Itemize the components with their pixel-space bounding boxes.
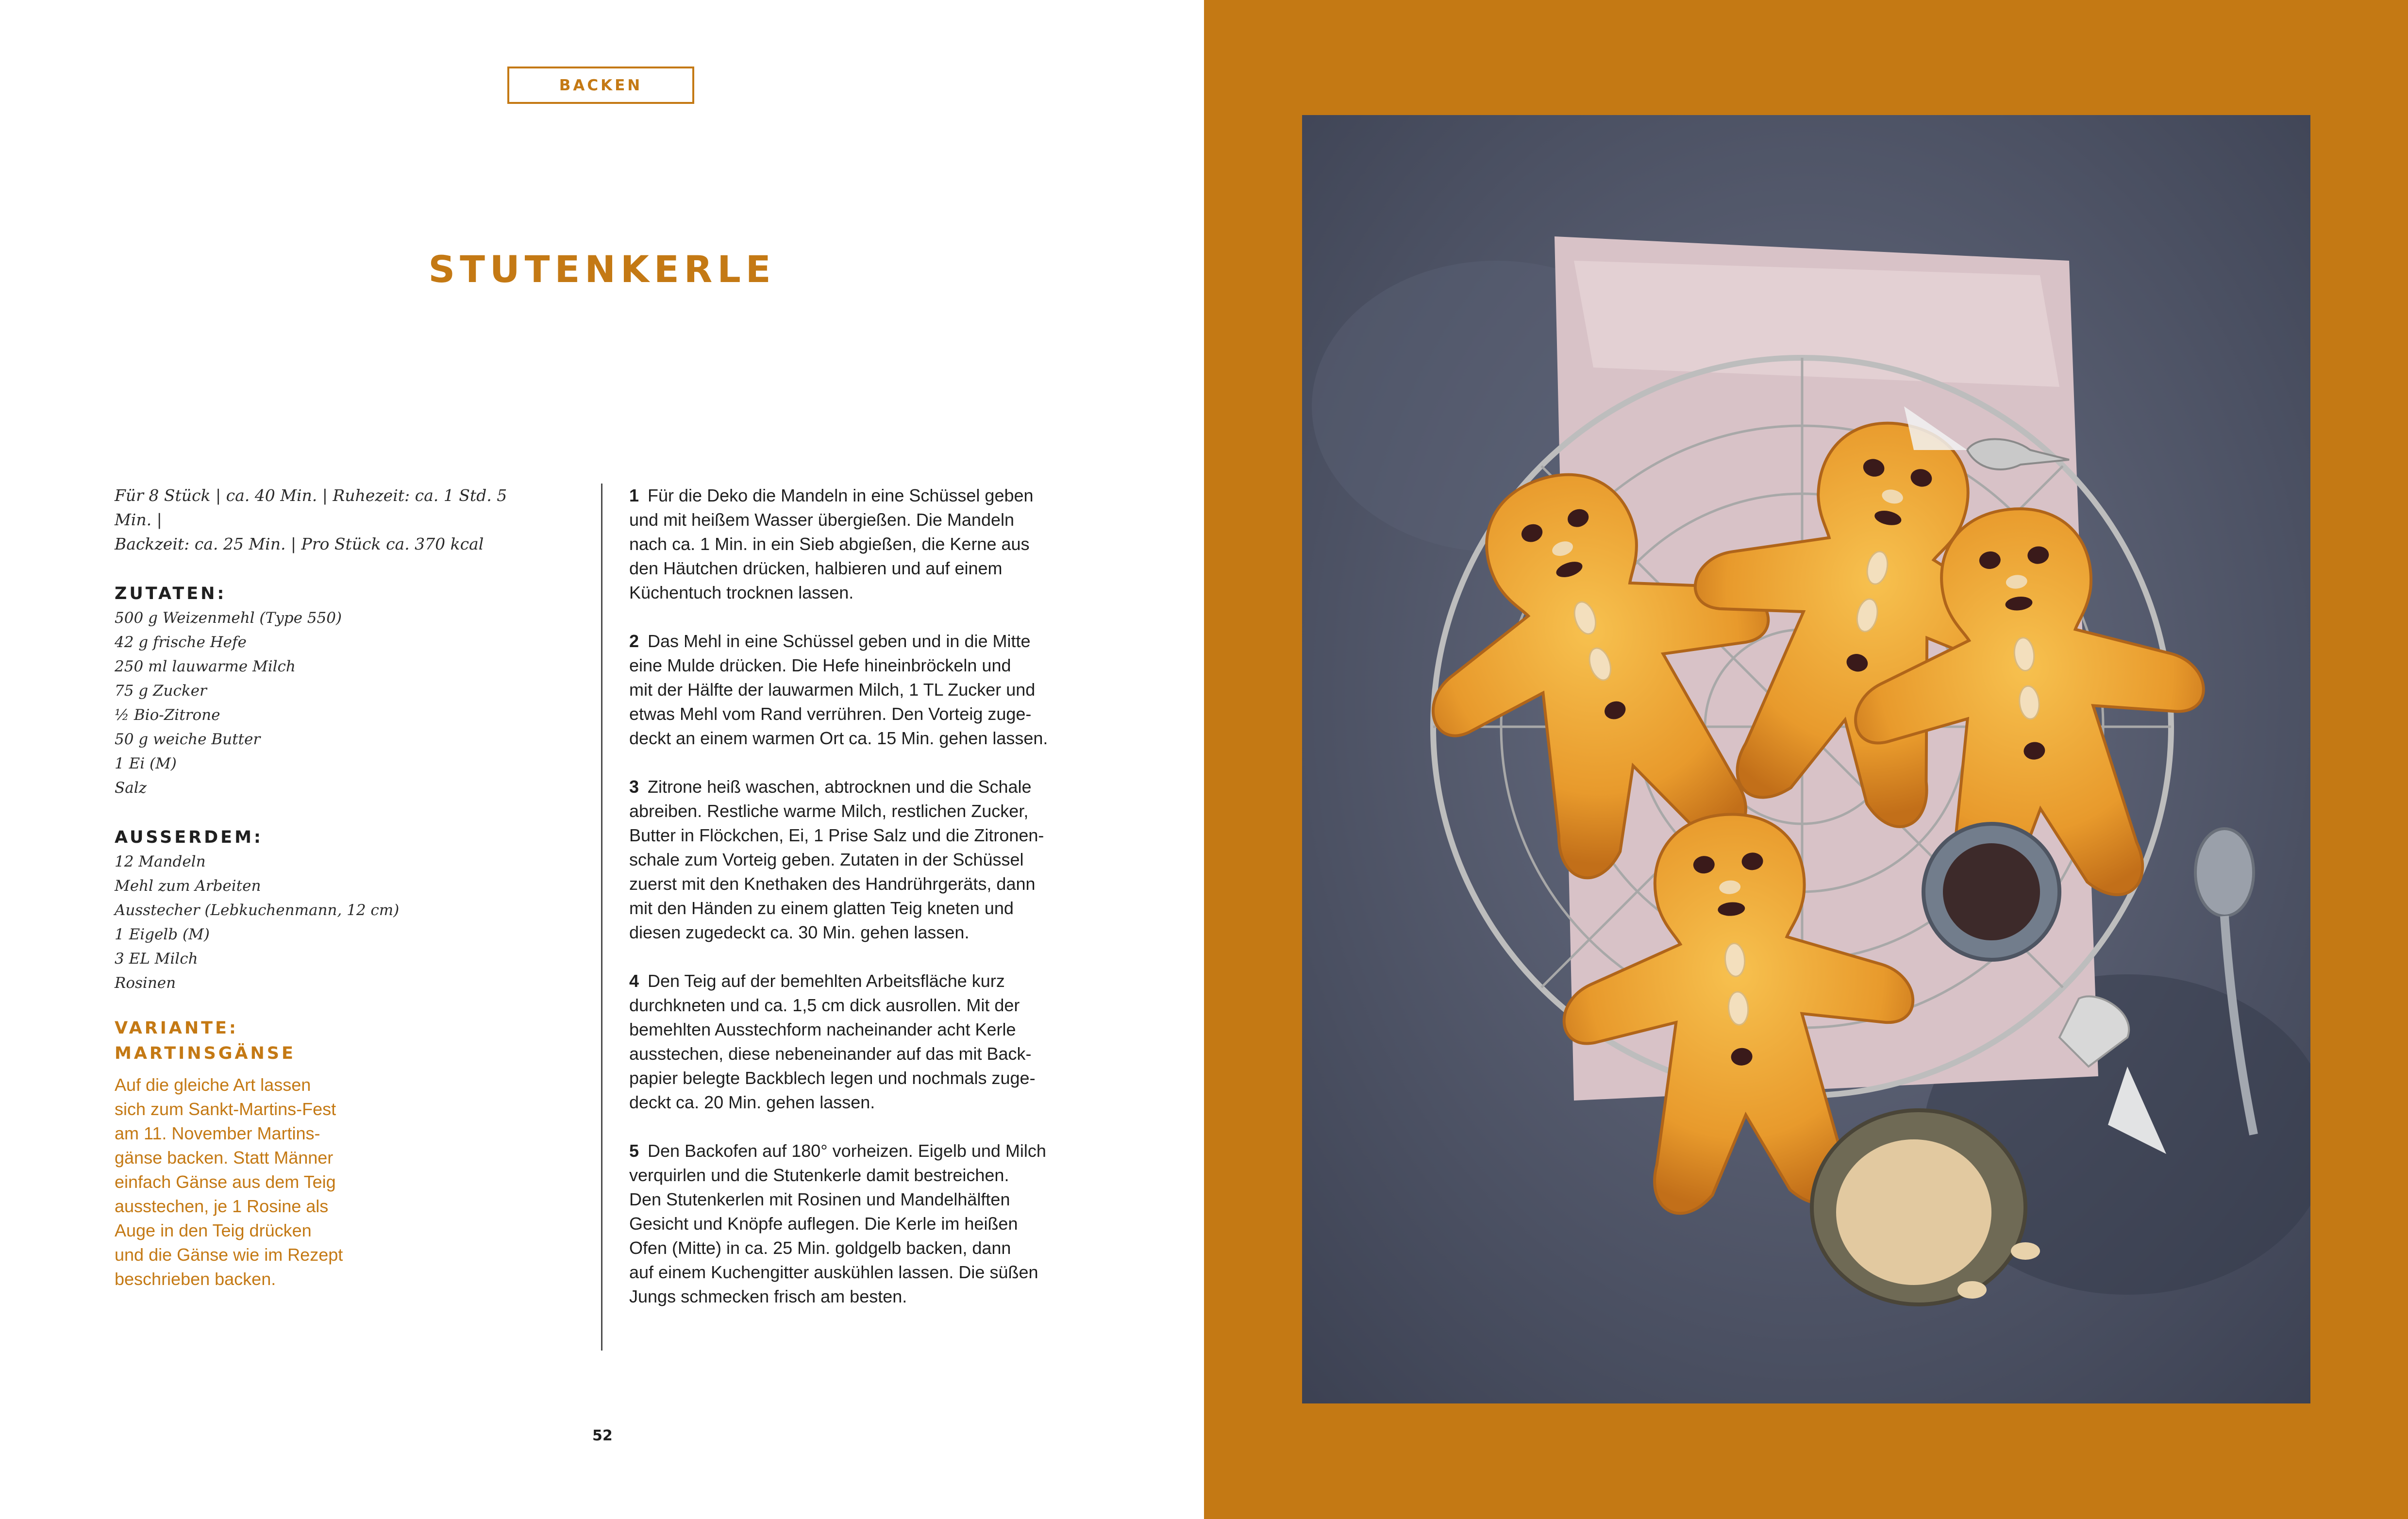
step-line: Küchentuch trocknen lassen.: [629, 583, 854, 602]
step-line: mit den Händen zu einem glatten Teig kneten und: [629, 898, 1014, 918]
ingredient-item: Salz: [115, 779, 147, 797]
ingredient-item: 42 g frische Hefe: [115, 634, 247, 651]
step-line: [629, 484, 1105, 508]
step-4: [629, 969, 1105, 1115]
step-line: Jungs schmecken frisch am besten.: [629, 1286, 907, 1306]
extra-item: 12 Mandeln: [115, 853, 206, 870]
step-line: Ofen (Mitte) in ca. 25 Min. goldgelb backen, dann: [629, 1238, 1011, 1258]
step-line: deckt an einem warmen Ort ca. 15 Min. gehen lassen.: [629, 728, 1048, 748]
step-1: [629, 484, 1105, 605]
ingredient-item: 500 g Weizenmehl (Type 550): [115, 609, 342, 627]
extra-item: Rosinen: [115, 974, 176, 992]
variant-line: ausstechen, je 1 Rosine als: [115, 1196, 329, 1216]
ingredient-item: 50 g weiche Butter: [115, 731, 261, 748]
step-line: und mit heißem Wasser übergießen. Die Mandeln: [629, 510, 1015, 530]
step-line: mit der Hälfte der lauwarmen Milch, 1 TL Zucker und: [629, 680, 1036, 700]
step-number: 3: [629, 777, 639, 797]
step-line: eine Mulde drücken. Die Hefe hineinbröckeln und: [629, 655, 1011, 675]
step-5: [629, 1139, 1105, 1309]
step-line: durchkneten und ca. 1,5 cm dick ausrollen. Mit der: [629, 995, 1020, 1015]
step-number: 1: [629, 485, 639, 505]
variant-line: Auf die gleiche Art lassen: [115, 1075, 311, 1095]
variant-line: einfach Gänse aus dem Teig: [115, 1172, 336, 1192]
step-line: ausstechen, diese nebeneinander auf das mit Back-: [629, 1044, 1032, 1064]
column-divider: [601, 484, 602, 1351]
variant-line: Auge in den Teig drücken: [115, 1220, 312, 1240]
variant-line: sich zum Sankt-Martins-Fest: [115, 1099, 336, 1119]
extra-item: Mehl zum Arbeiten: [115, 877, 261, 895]
instructions-column: [629, 484, 1105, 1333]
variant-line: beschrieben backen.: [115, 1269, 276, 1289]
step-line: diesen zugedeckt ca. 30 Min. gehen lassen.: [629, 922, 970, 942]
step-text: Das Mehl in eine Schüssel geben und in die Mitte: [648, 631, 1031, 651]
ingredient-item: 1 Ei (M): [115, 755, 177, 772]
step-line: Butter in Flöckchen, Ei, 1 Prise Salz und die Zitronen-: [629, 825, 1044, 845]
recipe-photo-illustration: [1302, 115, 2310, 1403]
ingredients-heading: ZUTATEN:: [115, 584, 227, 603]
step-line: bemehlten Ausstechform nacheinander acht Kerle: [629, 1019, 1016, 1039]
variant-heading-line: MARTINSGÄNSE: [115, 1044, 296, 1063]
step-3: [629, 775, 1105, 945]
step-text: Für die Deko die Mandeln in eine Schüssel geben: [648, 485, 1034, 505]
step-number: 2: [629, 631, 639, 651]
step-line: schale zum Vorteig geben. Zutaten in der Schüssel: [629, 850, 1024, 869]
step-number: 5: [629, 1141, 639, 1161]
variant-line: gänse backen. Statt Männer: [115, 1148, 334, 1168]
step-line: den Häutchen drücken, halbieren und auf einem: [629, 558, 1003, 578]
step-line: verquirlen und die Stutenkerle damit bestreichen.: [629, 1165, 1009, 1185]
extras-list: [115, 850, 532, 995]
ingredients-list: [115, 606, 532, 800]
step-line: etwas Mehl vom Rand verrühren. Den Vorteig zuge-: [629, 704, 1032, 724]
ingredient-item: ½ Bio-Zitrone: [115, 706, 220, 724]
recipe-meta: [115, 484, 532, 556]
extra-item: 3 EL Milch: [115, 950, 198, 968]
extra-item: 1 Eigelb (M): [115, 926, 210, 943]
extra-item: Ausstecher (Lebkuchenmann, 12 cm): [115, 901, 400, 919]
step-line: [629, 775, 1105, 799]
recipe-title: STUTENKERLE: [428, 248, 776, 291]
recipe-meta-line: Backzeit: ca. 25 Min. | Pro Stück ca. 370 kcal: [115, 534, 484, 553]
page-number: 52: [592, 1427, 613, 1444]
ingredient-item: 250 ml lauwarme Milch: [115, 658, 296, 675]
step-line: [629, 1139, 1105, 1163]
step-line: auf einem Kuchengitter auskühlen lassen. Die süßen: [629, 1262, 1038, 1282]
step-line: Den Stutenkerlen mit Rosinen und Mandelhälften: [629, 1189, 1010, 1209]
step-line: zuerst mit den Knethaken des Handrührgeräts, dann: [629, 874, 1036, 894]
step-line: abreiben. Restliche warme Milch, restlichen Zucker,: [629, 801, 1029, 821]
step-text: Den Teig auf der bemehlten Arbeitsfläche kurz: [648, 971, 1005, 991]
step-line: nach ca. 1 Min. in ein Sieb abgießen, die Kerne aus: [629, 534, 1030, 554]
step-line: [629, 629, 1105, 653]
step-line: papier belegte Backblech legen und nochmals zuge-: [629, 1068, 1036, 1088]
recipe-photo: [1302, 115, 2310, 1403]
variant-heading: [115, 1016, 296, 1066]
variant-line: am 11. November Martins-: [115, 1123, 320, 1143]
variant-text: [115, 1073, 416, 1291]
ingredient-item: 75 g Zucker: [115, 682, 207, 700]
extras-heading: AUSSERDEM:: [115, 828, 263, 847]
step-text: Zitrone heiß waschen, abtrocknen und die Schale: [648, 777, 1032, 797]
step-line: Gesicht und Knöpfe auflegen. Die Kerle im heißen: [629, 1214, 1018, 1234]
step-number: 4: [629, 971, 639, 991]
recipe-info-column: [115, 484, 532, 995]
section-label: BACKEN: [507, 67, 694, 104]
variant-line: und die Gänse wie im Rezept: [115, 1245, 343, 1265]
step-text: Den Backofen auf 180° vorheizen. Eigelb und Milch: [648, 1141, 1046, 1161]
recipe-meta-line: Für 8 Stück | ca. 40 Min. | Ruhezeit: ca. 1 Std. 5 Min. |: [115, 486, 507, 529]
step-line: deckt ca. 20 Min. gehen lassen.: [629, 1092, 875, 1112]
step-line: [629, 969, 1105, 993]
variant-heading-line: VARIANTE:: [115, 1018, 238, 1038]
step-2: [629, 629, 1105, 751]
